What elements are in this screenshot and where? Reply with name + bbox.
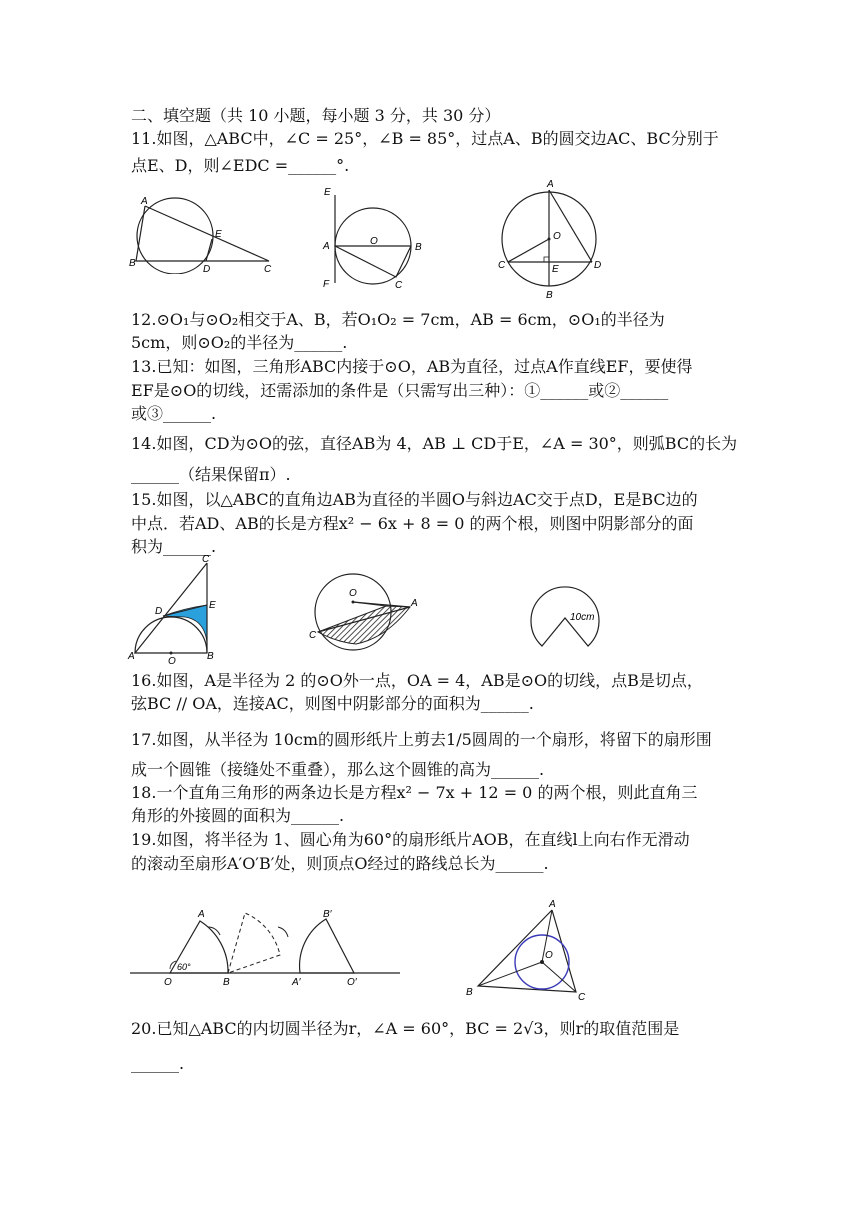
q19-line-1: 19.如图，将半径为 1、圆心角为60°的扇形纸片AOB，在直线l上向右作无滑动 <box>131 830 690 849</box>
label-O: O <box>545 950 553 961</box>
q15-line-3: 积为______. <box>131 537 217 556</box>
q14-line-1: 14.如图，CD为⊙O的弦，直径AB为 4，AB ⊥ CD于E，∠A = 30°，则弧BC的长为 <box>131 434 738 453</box>
label-A: A <box>549 899 556 910</box>
label-C: C <box>309 630 317 641</box>
label-A: A <box>198 909 205 920</box>
figure-q16 <box>306 566 422 662</box>
label-C: C <box>578 992 586 1002</box>
q20-line-1: 20.已知△ABC的内切圆半径为r，∠A = 60°，BC = 2√3，则r的取值范围是 <box>131 1019 680 1038</box>
figure-q19 <box>130 905 402 993</box>
figure-q11 <box>128 192 278 274</box>
q20-line-2: ______. <box>131 1054 185 1073</box>
figure-q13 <box>318 183 430 293</box>
q15-line-2: 中点．若AD、AB的长是方程x² − 6x + 8 = 0 的两个根，则图中阴影部分的面 <box>131 514 694 533</box>
q16-line-1: 16.如图，A是半径为 2 的⊙O外一点，OA = 4，AB是⊙O的切线，点B是切点， <box>131 671 703 690</box>
label-O: O <box>164 977 172 988</box>
q18-line-1: 18.一个直角三角形的两条边长是方程x² − 7x + 12 = 0 的两个根，则此直角三 <box>131 783 698 802</box>
label-O-prime: O′ <box>347 977 357 988</box>
q17-line-1: 17.如图，从半径为 10cm的圆形纸片上剪去1/5圆周的一个扇形，将留下的扇形围 <box>131 730 712 749</box>
label-C: C <box>264 264 272 274</box>
label-E: E <box>215 229 222 240</box>
q13-line-2: EF是⊙O的切线，还需添加的条件是（只需写出三种）：①______或②______ <box>131 381 669 400</box>
q18-line-2: 角形的外接圆的面积为______. <box>131 806 345 825</box>
label-B: B <box>129 258 136 269</box>
label-C: C <box>498 260 506 271</box>
q19-line-2: 的滚动至扇形A′O′B′处，则顶点O经过的路线总长为______. <box>131 854 549 873</box>
label-E: E <box>324 187 331 198</box>
figure-q15 <box>127 553 227 669</box>
label-B: B <box>415 242 422 253</box>
label-F: F <box>323 279 330 290</box>
q12-line-2: 5cm，则⊙O₂的半径为______. <box>131 333 348 352</box>
label-A: A <box>547 179 554 190</box>
label-A: A <box>323 241 330 252</box>
label-B: B <box>207 651 214 662</box>
label-A: A <box>141 196 148 207</box>
q11-line-1: 11.如图，△ABC中，∠C = 25°，∠B = 85°，过点A、B的圆交边AC、BC分别于 <box>131 129 719 148</box>
label-B: B <box>546 290 553 301</box>
q12-line-1: 12.⊙O₁与⊙O₂相交于A、B，若O₁O₂ = 7cm，AB = 6cm，⊙O₁的半径为 <box>131 310 665 329</box>
label-E: E <box>209 600 216 611</box>
label-60-degree: 60° <box>177 962 191 972</box>
label-C: C <box>202 554 210 565</box>
figure-q17 <box>520 578 610 664</box>
q13-line-1: 13.已知：如图，三角形ABC内接于⊙O，AB为直径，过点A作直线EF，要使得 <box>131 357 693 376</box>
label-O: O <box>553 231 561 242</box>
label-radius: 10cm <box>570 612 595 623</box>
q16-line-2: 弦BC // OA，连接AC，则图中阴影部分的面积为______. <box>131 694 534 713</box>
label-A: A <box>411 598 418 609</box>
label-B: B <box>223 977 230 988</box>
figure-q20 <box>464 896 594 1002</box>
label-O: O <box>370 236 378 247</box>
label-C: C <box>395 280 403 291</box>
label-D: D <box>594 260 602 271</box>
section-heading: 二、填空题（共 10 小题，每小题 3 分，共 30 分） <box>131 106 501 125</box>
label-D: D <box>155 606 163 617</box>
label-O: O <box>168 656 176 667</box>
label-B: B <box>466 987 473 998</box>
label-O: O <box>349 588 357 599</box>
q17-line-2: 成一个圆锥（接缝处不重叠），那么这个圆锥的高为______. <box>131 760 545 779</box>
q15-line-1: 15.如图，以△ABC的直角边AB为直径的半圆O与斜边AC交于点D，E是BC边的 <box>131 490 698 509</box>
label-E: E <box>552 264 559 275</box>
label-A-prime: A′ <box>292 977 301 988</box>
q14-line-2: ______（结果保留π）. <box>131 465 291 484</box>
label-D: D <box>203 264 211 274</box>
label-B-prime: B′ <box>323 909 332 920</box>
q13-line-3: 或③______. <box>131 404 217 423</box>
q11-line-2: 点E、D，则∠EDC =______°. <box>131 156 350 175</box>
figure-q14 <box>494 176 606 304</box>
label-A: A <box>128 651 135 662</box>
